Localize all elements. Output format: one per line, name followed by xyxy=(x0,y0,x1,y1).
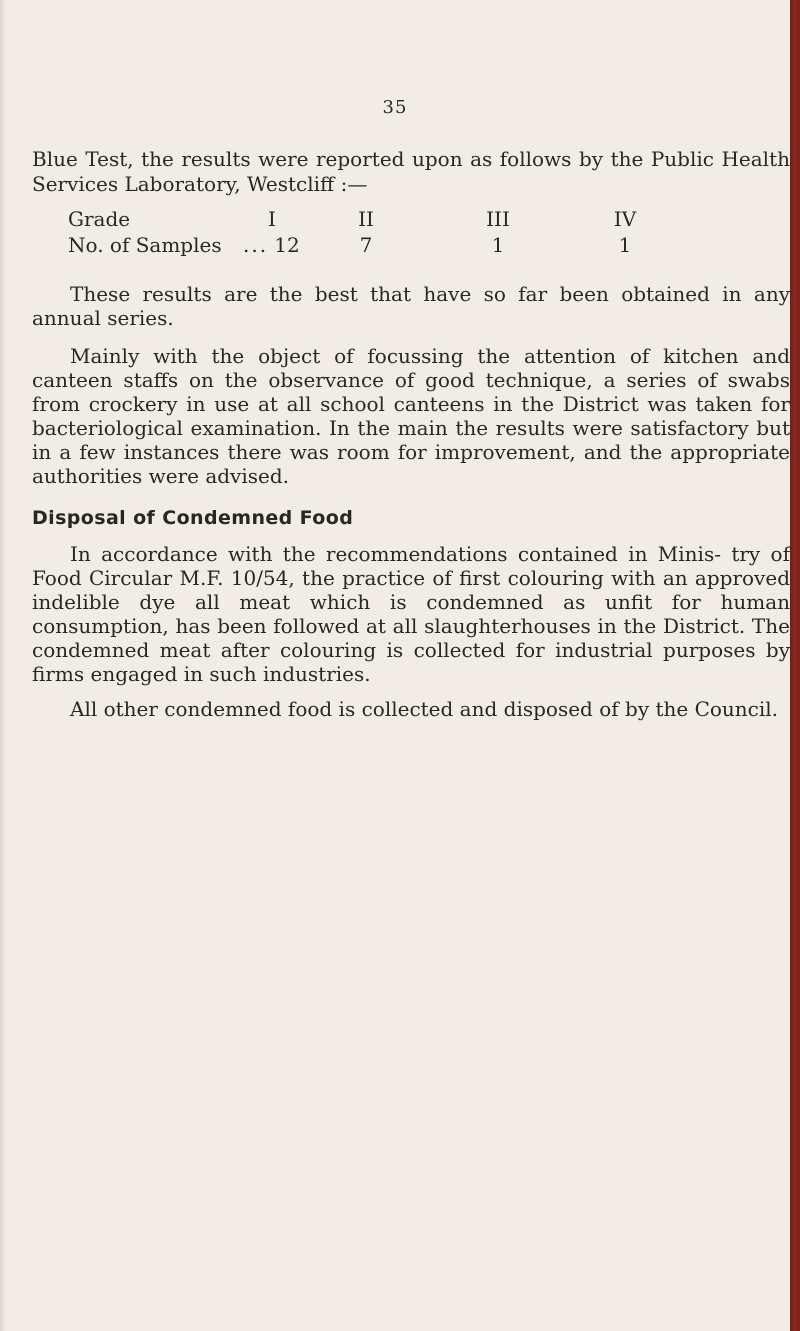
samples-cell: 1 xyxy=(491,233,505,257)
dot-leader: ... xyxy=(243,233,269,257)
grade-header-row xyxy=(68,207,768,233)
circular-paragraph: In accordance with the recommendations contained in Minis- try of Food Circular M.F. 10/54, the practice of first colouring with an approved indelible dye all meat which is condemned as unfit for human consumption, has been followed at all slaughterhouses in the District. The condemned meat after colouring is collected for industrial purposes by firms engaged in such industries. xyxy=(32,542,790,686)
grade-cell: II xyxy=(358,207,374,231)
grade-cell: III xyxy=(486,207,510,231)
samples-label: No. of Samples xyxy=(68,233,222,257)
samples-cell: 12 xyxy=(274,233,300,257)
swabs-paragraph: Mainly with the object of focussing the attention of kitchen and canteen staffs on the observance of good technique, a series of swabs from crockery in use at all school canteens in the District was taken for bacteriological examination. In the main the results were satisfactory but in a few instances there was room for improvement, and the appropriate authorities were advised. xyxy=(32,344,790,488)
intro-paragraph: Blue Test, the results were reported upon as follows by the Public Health Services Laboratory, Westcliff :— xyxy=(32,147,790,196)
page-number: 35 xyxy=(382,97,408,118)
page-edge-binding xyxy=(790,0,800,1331)
other-food-paragraph: All other condemned food is collected and disposed of by the Council. xyxy=(70,697,779,721)
grade-cell: I xyxy=(268,207,276,231)
samples-cell: 7 xyxy=(359,233,373,257)
grade-table xyxy=(68,207,768,259)
grade-cell: IV xyxy=(613,207,637,231)
samples-cell: 1 xyxy=(618,233,632,257)
section-heading: Disposal of Condemned Food xyxy=(32,507,354,529)
page-gutter-shadow xyxy=(0,0,6,1331)
grade-header-label: Grade xyxy=(68,207,131,231)
samples-row xyxy=(68,233,768,259)
results-note-paragraph: These results are the best that have so far been obtained in any annual series. xyxy=(32,282,790,330)
